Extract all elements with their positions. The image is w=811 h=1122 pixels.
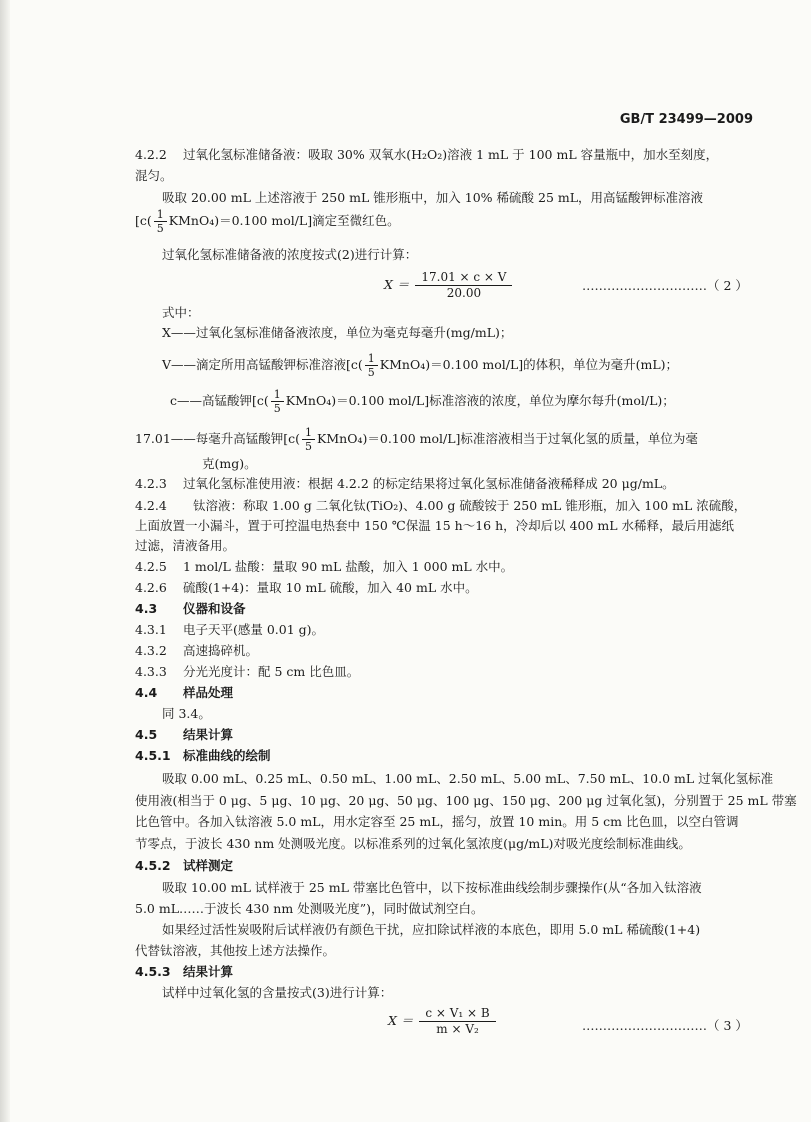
fraction-numerator: 1 [365,352,378,366]
clause-number: 4.2.6 [135,580,167,595]
formula-numerator: 17.01 × c × V [415,270,512,286]
text-fragment: KMnO₄)＝0.100 mol/L]滴定至微红色。 [168,213,400,228]
formula-2 [384,270,514,301]
text-fragment: 17.01——每毫升高锰酸钾[c( [135,431,301,446]
formula-fraction [419,1006,495,1037]
clause-number: 4.5.3 [135,964,171,979]
section-4-5-heading [135,727,233,743]
clause-text: 硫酸(1+4)：量取 10 mL 硫酸，加入 40 mL 水中。 [183,580,478,595]
clause-number: 4.3.1 [135,622,167,637]
fraction-denominator: 5 [367,366,375,379]
clause-text: 过氧化氢标准储备液：吸取 30% 双氧水(H₂O₂)溶液 1 mL 于 100 mL 容量瓶中，加水至刻度， [183,147,719,162]
fraction [365,352,378,379]
paragraph: 吸取 10.00 mL 试样液于 25 mL 带塞比色管中，以下按标准曲线绘制步骤操作(从“各加入钛溶液 [162,880,702,895]
clause-4-3-3 [135,664,359,680]
paragraph: 吸取 0.00 mL、0.25 mL、0.50 mL、1.00 mL、2.50 mL、5.00 mL、7.50 mL、10.0 mL 过氧化氢标准 [162,771,774,786]
definition-v [162,352,678,379]
standard-code: GB/T 23499—2009 [619,112,753,127]
fraction-denominator: 5 [156,222,164,235]
clause-text-cont: 上面放置一小漏斗，置于可控温电热套中 150 ℃保温 15 h～16 h，冷却后以 400 mL 水稀释，最后用滤纸 [135,518,735,533]
clause-4-3-1 [135,622,324,638]
section-4-4-heading [135,685,233,701]
formula-lhs: X ＝ [384,277,410,292]
formula-3 [388,1006,498,1037]
fraction [302,426,315,453]
text-fragment: [c( [135,213,152,228]
section-number: 4.3 [135,601,158,616]
clause-4-5-1-heading [135,748,271,764]
fraction [154,208,167,235]
paragraph: 试样中过氧化氢的含量按式(3)进行计算： [162,985,393,1000]
section-title: 样品处理 [183,685,234,700]
clause-text-cont: 混匀。 [135,168,173,183]
clause-number: 4.3.2 [135,643,167,658]
section-title: 仪器和设备 [183,601,246,616]
paragraph: 如果经过活性炭吸附后试样液仍有颜色干扰，应扣除试样液的本底色，即用 5.0 mL 稀硫酸(1+4) [162,922,701,937]
fraction-denominator: 5 [305,440,313,453]
text-fragment: KMnO₄)＝0.100 mol/L]标准溶液相当于过氧化氢的质量，单位为毫 [317,431,698,446]
paragraph: 过氧化氢标准储备液的浓度按式(2)进行计算： [162,247,418,262]
paragraph-cont: 5.0 mL……于波长 430 nm 处测吸光度”)，同时做试剂空白。 [135,901,484,916]
clause-text: 钛溶液：称取 1.00 g 二氧化钛(TiO₂)、4.00 g 硫酸铵于 250 mL 锥形瓶，加入 100 mL 浓硫酸， [193,498,747,513]
text-fragment: c——高锰酸钾[c( [170,393,269,408]
clause-number: 4.2.4 [135,498,167,513]
clause-4-2-2 [135,147,718,163]
clause-number: 4.5.2 [135,858,171,873]
clause-4-3-2 [135,643,258,659]
clause-title: 结果计算 [183,964,234,979]
clause-title: 标准曲线的绘制 [183,748,271,763]
fraction-numerator: 1 [154,208,167,222]
clause-4-2-3 [135,476,675,492]
fraction [271,388,284,415]
fraction-denominator: 5 [273,402,281,415]
clause-text: 电子天平(感量 0.01 g)。 [183,622,325,637]
clause-number: 4.2.2 [135,147,167,162]
clause-text: 分光光度计：配 5 cm 比色皿。 [183,664,360,679]
section-4-3-heading [135,601,246,617]
clause-number: 4.5.1 [135,748,171,763]
page-fold-shadow [0,0,10,1122]
definition-x: X——过氧化氢标准储备液浓度，单位为毫克每毫升(mg/mL)； [162,325,513,340]
formula-denominator: 20.00 [446,286,482,300]
fraction-numerator: 1 [302,426,315,440]
clause-4-2-6 [135,580,478,596]
clause-4-5-3-heading [135,964,233,980]
paragraph: 同 3.4。 [162,706,211,721]
definition-constant [135,426,698,453]
definition-c [170,388,675,415]
formula-numerator: c × V₁ × B [419,1006,495,1022]
paragraph-cont: 代替钛溶液，其他按上述方法操作。 [135,943,336,958]
formula-number: …………………………（ 2 ） [582,278,748,293]
clause-number: 4.2.3 [135,476,167,491]
section-number: 4.4 [135,685,158,700]
clause-title: 试样测定 [183,858,234,873]
formula-fraction [415,270,512,301]
definition-constant-cont: 克(mg)。 [202,456,257,471]
clause-4-2-5 [135,559,513,575]
text-fragment: KMnO₄)＝0.100 mol/L]的体积，单位为毫升(mL)； [379,357,679,372]
section-number: 4.5 [135,727,158,742]
text-fragment: V——滴定所用高锰酸钾标准溶液[c( [162,357,363,372]
paragraph-cont: 节零点，于波长 430 nm 处测吸光度。以标准系列的过氧化氢浓度(μg/mL)对吸光度绘制标准曲线。 [135,836,691,851]
fraction-numerator: 1 [271,388,284,402]
clause-number: 4.2.5 [135,559,167,574]
formula-number: …………………………（ 3 ） [582,1018,748,1033]
paragraph: 吸取 20.00 mL 上述溶液于 250 mL 锥形瓶中，加入 10% 稀硫酸 25 mL，用高锰酸钾标准溶液 [162,190,704,205]
clause-number: 4.3.3 [135,664,167,679]
clause-text-cont: 过滤，清液备用。 [135,538,236,553]
clause-text: 过氧化氢标准使用液：根据 4.2.2 的标定结果将过氧化氢标准储备液稀释成 20 μg/mL。 [183,476,675,491]
paragraph-cont: 比色管中。各加入钛溶液 5.0 mL，用水定容至 25 mL，摇匀，放置 10 min。用 5 cm 比色皿，以空白管调 [135,814,739,829]
clause-4-5-2-heading [135,858,233,874]
where-label: 式中： [162,305,200,320]
clause-text: 高速捣碎机。 [183,643,259,658]
section-title: 结果计算 [183,727,234,742]
paragraph-cont: 使用液(相当于 0 μg、5 μg、10 μg、20 μg、50 μg、100 μg、150 μg、200 μg 过氧化氢)，分别置于 25 mL 带塞 [135,793,797,808]
formula-denominator: m × V₂ [436,1022,479,1036]
clause-4-2-4 [135,498,746,514]
paragraph-cont [135,208,400,235]
formula-lhs: X ＝ [388,1013,414,1028]
text-fragment: KMnO₄)＝0.100 mol/L]标准溶液的浓度，单位为摩尔每升(mol/L)； [285,393,675,408]
clause-text: 1 mol/L 盐酸：量取 90 mL 盐酸，加入 1 000 mL 水中。 [183,559,514,574]
